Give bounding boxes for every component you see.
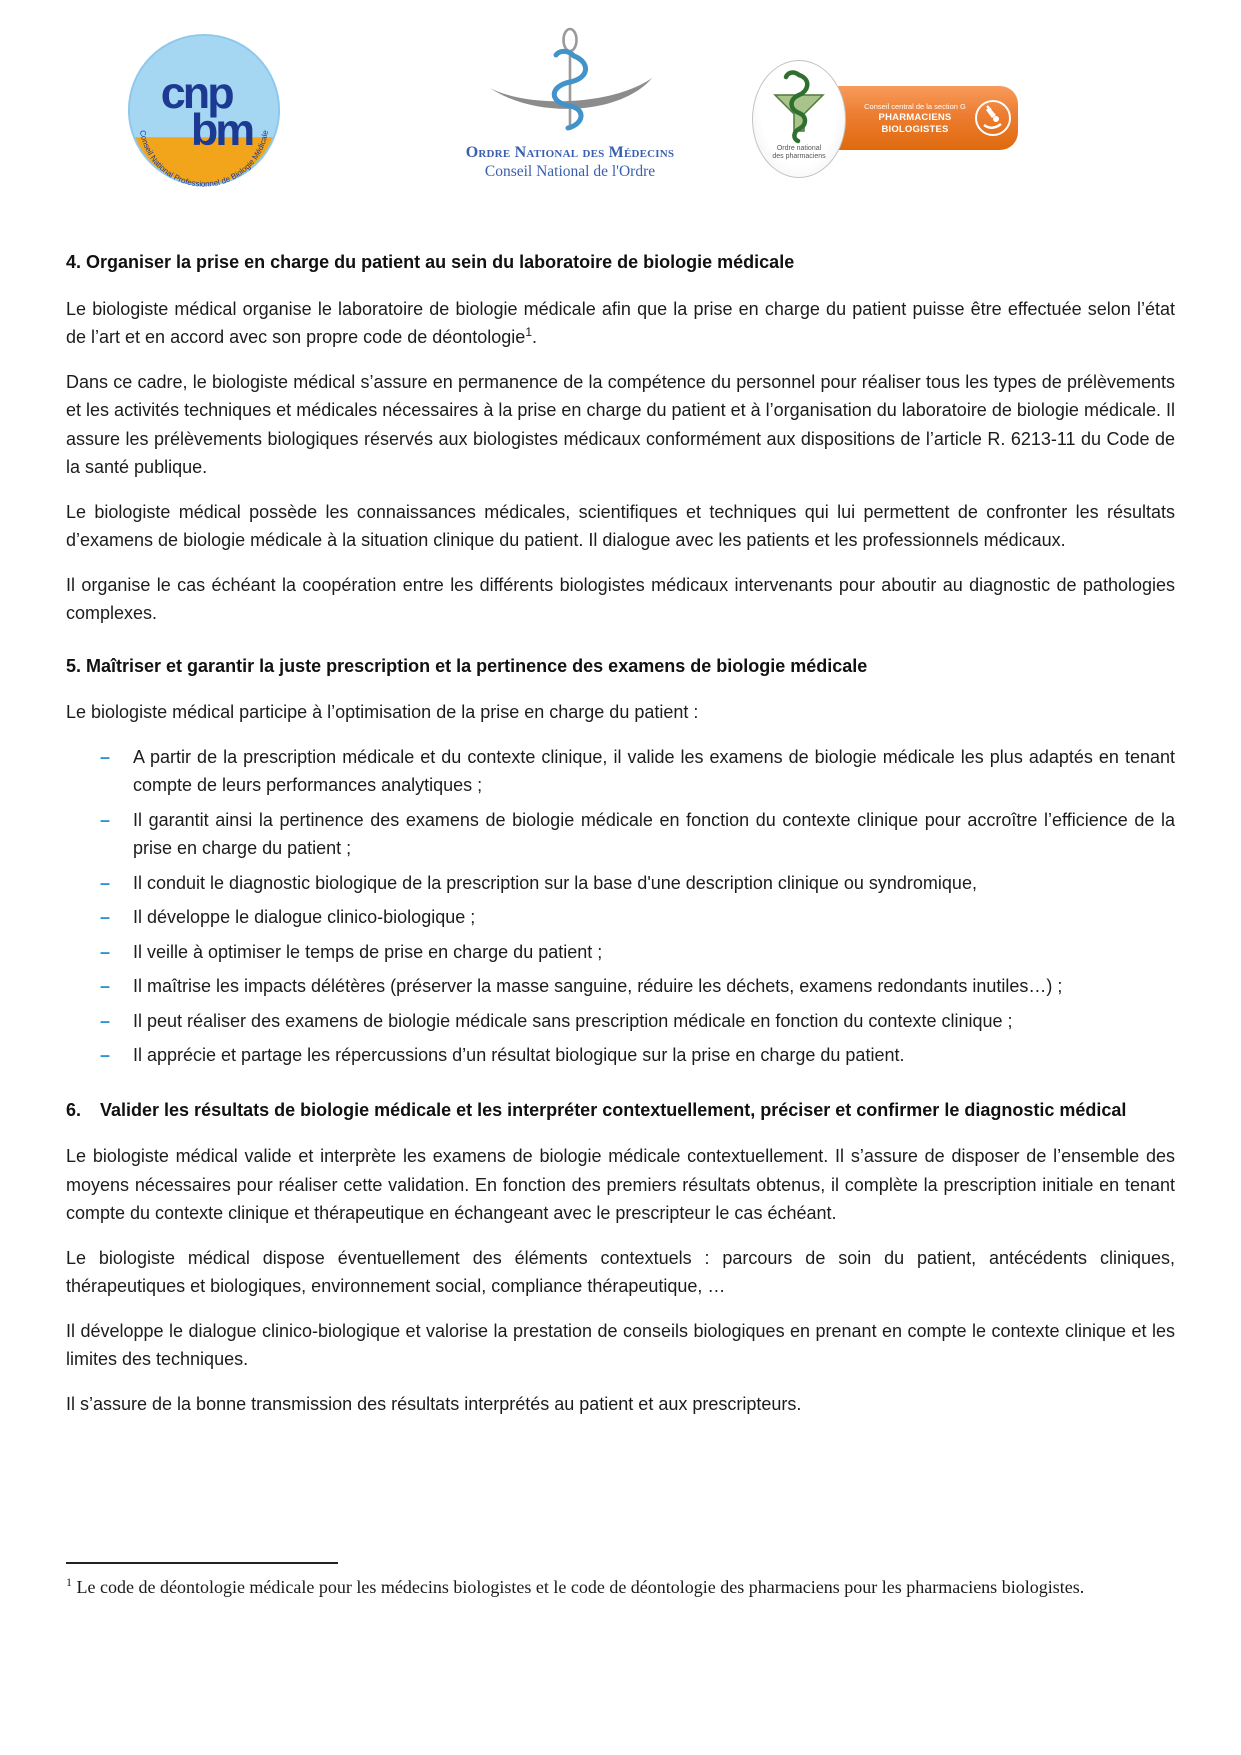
bullet-dash: – bbox=[100, 746, 111, 767]
onm-title: Ordre National des Médecins bbox=[465, 144, 675, 161]
pharmaciens-biologistes-logo bbox=[752, 60, 1020, 178]
section6-paragraph-4: Il s’assure de la bonne transmission des résultats interprétés au patient et aux prescripteurs. bbox=[66, 1393, 802, 1414]
footnote-text: $^1$ Le code de déontologie médicale pour les médecins biologistes et le code de déontologie des pharmaciens pour les pharmaciens biologistes. bbox=[66, 1575, 1085, 1597]
footnote-separator bbox=[66, 1562, 338, 1564]
section6-paragraph-1: Le biologiste médical valide et interprète les examens de biologie médicale contextuellement. Il s’assure de disposer de l’ensemble des moyens nécessaires pour réaliser cette validation. En fonction des premiers résultats obtenus, il complète la prescription initiale en tenant compte du contexte clinique et thérapeutique en échangeant avec le prescripteur le cas échéant. bbox=[66, 1146, 1175, 1223]
bullet-dash: – bbox=[100, 1010, 111, 1031]
section6-paragraph-3: Il développe le dialogue clinico-biologique et valorise la prestation de conseils biologiques en prenant en compte le contexte clinique et les limites des techniques. bbox=[66, 1320, 1175, 1369]
bullet-dash: – bbox=[100, 809, 111, 830]
section4-heading: 4. Organiser la prise en charge du patient au sein du laboratoire de biologie médicale bbox=[66, 252, 795, 272]
section6-number: 6. bbox=[66, 1099, 82, 1120]
footnote-marker: 1 bbox=[66, 1575, 72, 1589]
bullet-dash: – bbox=[100, 976, 111, 996]
cnpbm-text-cnp: cnp bbox=[160, 67, 232, 119]
list-item: – Il garantit ainsi la pertinence des examens de biologie médicale en fonction du contexte clinique pour accroître l’efficience de la prise en charge du patient ; bbox=[100, 806, 1175, 863]
cnpbm-text-bm: bm bbox=[190, 104, 253, 156]
list-item: – Il conduit le diagnostic biologique de la prescription sur la base d'une description clinique ou syndromique, bbox=[100, 869, 1175, 898]
section5-bullet-list bbox=[66, 743, 1175, 1070]
cnpbm-logo-icon bbox=[126, 32, 282, 188]
bullet-dash: – bbox=[100, 872, 111, 893]
section5-heading: 5. Maîtriser et garantir la juste prescription et la pertinence des examens de biologie médicale bbox=[66, 655, 868, 676]
list-item: – Il développe le dialogue clinico-biologique ; bbox=[100, 903, 1175, 932]
microscope-icon bbox=[975, 100, 1011, 136]
section6-paragraph-2: Le biologiste médical dispose éventuellement des éléments contextuels : parcours de soin du patient, antécédents cliniques, thérapeutiques et biologiques, environnement social, compliance thérapeutique, … bbox=[66, 1247, 1175, 1296]
cnpbm-logo bbox=[126, 32, 282, 188]
list-item: – Il veille à optimiser le temps de prise en charge du patient ; bbox=[100, 938, 1175, 967]
footnote bbox=[66, 1562, 1175, 1603]
section5-intro: Le biologiste médical participe à l’optimisation de la prise en charge du patient : bbox=[66, 702, 699, 722]
section6-heading: 6. Valider les résultats de biologie médicale et les interpréter contextuellement, préciser et confirmer le diagnostic médical bbox=[66, 1096, 1175, 1125]
onm-logo bbox=[462, 26, 678, 182]
onm-subtitle: Conseil National de l'Ordre bbox=[484, 163, 656, 180]
pharma-banner-main-text: PHARMACIENS BIOLOGISTES bbox=[878, 111, 952, 135]
bullet-dash: – bbox=[100, 907, 111, 927]
bullet-dash: – bbox=[100, 941, 111, 962]
list-item: – A partir de la prescription médicale et du contexte clinique, il valide les examens de biologie médicale les plus adaptés en tenant compte de leurs performances analytiques ; bbox=[100, 743, 1175, 800]
section4-paragraph-1: Le biologiste médical organise le laboratoire de biologie médicale afin que la prise en charge du patient puisse être effectuée selon l’état de l’art et en accord avec son propre code de déontologie$^1$. bbox=[66, 298, 1175, 347]
section4-paragraph-2: Dans ce cadre, le biologiste médical s’assure en permanence de la compétence du personnel pour réaliser tous les types de prélèvements et les activités techniques et médicales nécessaires à la prise en charge du patient et à l’organisation du laboratoire de biologie médicale. Il assure les prélèvements biologiques réservés aux biologistes médicaux conformément aux dispositions de l’article R. 6213-11 du Code de la santé publique. bbox=[66, 371, 1175, 477]
list-item: – Il maîtrise les impacts délétères (préserver la masse sanguine, réduire les déchets, examens redondants inutiles…) ; bbox=[100, 972, 1175, 1001]
pharma-ellipse-caption: Ordre national des pharmaciens bbox=[772, 145, 826, 160]
green-caduceus-icon bbox=[767, 69, 831, 147]
list-item: – Il apprécie et partage les répercussions d’un résultat biologique sur la prise en charge du patient. bbox=[100, 1041, 1175, 1070]
section4-paragraph-4: Il organise le cas échéant la coopération entre les différents biologistes médicaux intervenants pour aboutir au diagnostic de pathologies complexes. bbox=[66, 574, 1175, 623]
cnpbm-arc-text: Conseil National Professionnel de Biologie Médicale bbox=[137, 129, 271, 188]
list-item: – Il peut réaliser des examens de biologie médicale sans prescription médicale en fonction du contexte clinique ; bbox=[100, 1007, 1175, 1036]
section4-paragraph-3: Le biologiste médical possède les connaissances médicales, scientifiques et techniques qui lui permettent de confronter les résultats d’examens de biologie médicale à la situation clinique du patient. Il dialogue avec les patients et les professionnels médicaux. bbox=[66, 501, 1175, 550]
pharma-banner-small-text: Conseil central de la section G bbox=[864, 101, 966, 111]
ordre-pharmaciens-emblem bbox=[752, 60, 846, 178]
footnote-reference: 1 bbox=[525, 325, 532, 339]
onm-caduceus-icon bbox=[462, 26, 678, 138]
bullet-dash: – bbox=[100, 1045, 111, 1065]
